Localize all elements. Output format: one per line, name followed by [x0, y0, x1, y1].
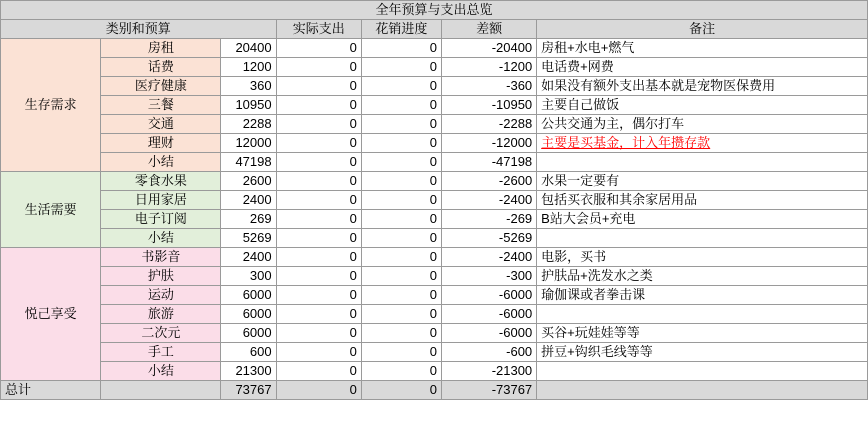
actual-value: 0 — [276, 286, 361, 305]
progress-value: 0 — [361, 172, 441, 191]
actual-value: 0 — [276, 324, 361, 343]
actual-value: 0 — [276, 210, 361, 229]
subtotal-actual: 0 — [276, 229, 361, 248]
diff-value: -6000 — [441, 286, 536, 305]
header-actual: 实际支出 — [276, 20, 361, 39]
progress-value: 0 — [361, 210, 441, 229]
subtotal-actual: 0 — [276, 362, 361, 381]
header-progress: 花销进度 — [361, 20, 441, 39]
header-row — [1, 20, 868, 39]
progress-value: 0 — [361, 134, 441, 153]
note-text: 房租+水电+燃气 — [537, 39, 868, 58]
table-row — [1, 210, 868, 229]
table-row — [1, 115, 868, 134]
budget-value: 2400 — [221, 191, 276, 210]
budget-value: 2288 — [221, 115, 276, 134]
budget-value: 20400 — [221, 39, 276, 58]
subtotal-note — [537, 362, 868, 381]
item-label: 电子订阅 — [101, 210, 221, 229]
progress-value: 0 — [361, 305, 441, 324]
grand-total-row — [1, 381, 868, 400]
budget-value: 6000 — [221, 286, 276, 305]
table-row — [1, 77, 868, 96]
table-row — [1, 324, 868, 343]
budget-value: 360 — [221, 77, 276, 96]
note-text: 护肤品+洗发水之类 — [537, 267, 868, 286]
diff-value: -6000 — [441, 305, 536, 324]
budget-value: 1200 — [221, 58, 276, 77]
header-diff: 差额 — [441, 20, 536, 39]
actual-value: 0 — [276, 39, 361, 58]
item-label: 旅游 — [101, 305, 221, 324]
progress-value: 0 — [361, 324, 441, 343]
item-label: 手工 — [101, 343, 221, 362]
item-label: 零食水果 — [101, 172, 221, 191]
progress-value: 0 — [361, 58, 441, 77]
subtotal-budget: 47198 — [221, 153, 276, 172]
progress-value: 0 — [361, 39, 441, 58]
budget-value: 12000 — [221, 134, 276, 153]
grand-total-budget: 73767 — [221, 381, 276, 400]
subtotal-note — [537, 229, 868, 248]
diff-value: -2400 — [441, 248, 536, 267]
progress-value: 0 — [361, 248, 441, 267]
subtotal-progress: 0 — [361, 229, 441, 248]
item-label: 话费 — [101, 58, 221, 77]
subtotal-diff: -21300 — [441, 362, 536, 381]
table-row — [1, 39, 868, 58]
item-label: 二次元 — [101, 324, 221, 343]
note-text: 瑜伽课或者拳击课 — [537, 286, 868, 305]
category-label: 生活需要 — [1, 172, 101, 248]
item-label: 运动 — [101, 286, 221, 305]
subtotal-label: 小结 — [101, 153, 221, 172]
header-category: 类别和预算 — [1, 20, 277, 39]
budget-value: 6000 — [221, 324, 276, 343]
actual-value: 0 — [276, 172, 361, 191]
subtotal-note — [537, 153, 868, 172]
actual-value: 0 — [276, 191, 361, 210]
note-text: 水果一定要有 — [537, 172, 868, 191]
table-row — [1, 172, 868, 191]
diff-value: -20400 — [441, 39, 536, 58]
item-label: 交通 — [101, 115, 221, 134]
progress-value: 0 — [361, 343, 441, 362]
subtotal-diff: -47198 — [441, 153, 536, 172]
subtotal-row — [1, 229, 868, 248]
diff-value: -360 — [441, 77, 536, 96]
grand-total-note — [537, 381, 868, 400]
grand-total-label: 总计 — [1, 381, 101, 400]
progress-value: 0 — [361, 286, 441, 305]
table-row — [1, 58, 868, 77]
table-row — [1, 267, 868, 286]
budget-value: 2600 — [221, 172, 276, 191]
item-label: 书影音 — [101, 248, 221, 267]
progress-value: 0 — [361, 191, 441, 210]
item-label: 日用家居 — [101, 191, 221, 210]
subtotal-progress: 0 — [361, 153, 441, 172]
subtotal-row — [1, 153, 868, 172]
subtotal-row — [1, 362, 868, 381]
note-text: 拼豆+钩织毛线等等 — [537, 343, 868, 362]
actual-value: 0 — [276, 267, 361, 286]
page-title: 全年预算与支出总览 — [1, 1, 868, 20]
budget-value: 2400 — [221, 248, 276, 267]
table-row — [1, 96, 868, 115]
item-label: 房租 — [101, 39, 221, 58]
progress-value: 0 — [361, 96, 441, 115]
budget-value: 600 — [221, 343, 276, 362]
diff-value: -6000 — [441, 324, 536, 343]
note-text: 电影，买书 — [537, 248, 868, 267]
grand-total-actual: 0 — [276, 381, 361, 400]
actual-value: 0 — [276, 115, 361, 134]
note-text: 如果没有额外支出基本就是宠物医保费用 — [537, 77, 868, 96]
grand-total-progress: 0 — [361, 381, 441, 400]
diff-value: -1200 — [441, 58, 536, 77]
note-text: 电话费+网费 — [537, 58, 868, 77]
subtotal-budget: 21300 — [221, 362, 276, 381]
diff-value: -300 — [441, 267, 536, 286]
item-label: 三餐 — [101, 96, 221, 115]
progress-value: 0 — [361, 267, 441, 286]
item-label: 理财 — [101, 134, 221, 153]
note-text: 买谷+玩娃娃等等 — [537, 324, 868, 343]
table-row — [1, 343, 868, 362]
budget-value: 10950 — [221, 96, 276, 115]
diff-value: -12000 — [441, 134, 536, 153]
subtotal-budget: 5269 — [221, 229, 276, 248]
subtotal-label: 小结 — [101, 362, 221, 381]
note-text: 主要是买基金，计入年攒存款 — [537, 134, 868, 153]
category-label: 悦己享受 — [1, 248, 101, 381]
sheet-title-row — [1, 1, 868, 20]
note-text: B站大会员+充电 — [537, 210, 868, 229]
subtotal-diff: -5269 — [441, 229, 536, 248]
diff-value: -600 — [441, 343, 536, 362]
diff-value: -269 — [441, 210, 536, 229]
note-text — [537, 305, 868, 324]
progress-value: 0 — [361, 77, 441, 96]
header-note: 备注 — [537, 20, 868, 39]
grand-total-item — [101, 381, 221, 400]
table-row — [1, 191, 868, 210]
actual-value: 0 — [276, 305, 361, 324]
progress-value: 0 — [361, 115, 441, 134]
budget-value: 300 — [221, 267, 276, 286]
budget-value: 6000 — [221, 305, 276, 324]
diff-value: -10950 — [441, 96, 536, 115]
diff-value: -2400 — [441, 191, 536, 210]
table-row — [1, 248, 868, 267]
item-label: 医疗健康 — [101, 77, 221, 96]
actual-value: 0 — [276, 58, 361, 77]
diff-value: -2288 — [441, 115, 536, 134]
subtotal-progress: 0 — [361, 362, 441, 381]
note-text: 主要自己做饭 — [537, 96, 868, 115]
subtotal-actual: 0 — [276, 153, 361, 172]
table-row — [1, 134, 868, 153]
actual-value: 0 — [276, 77, 361, 96]
note-text: 包括买衣服和其余家居用品 — [537, 191, 868, 210]
table-row — [1, 305, 868, 324]
note-text: 公共交通为主，偶尔打车 — [537, 115, 868, 134]
actual-value: 0 — [276, 134, 361, 153]
category-label: 生存需求 — [1, 39, 101, 172]
item-label: 护肤 — [101, 267, 221, 286]
budget-value: 269 — [221, 210, 276, 229]
subtotal-label: 小结 — [101, 229, 221, 248]
actual-value: 0 — [276, 343, 361, 362]
diff-value: -2600 — [441, 172, 536, 191]
actual-value: 0 — [276, 248, 361, 267]
grand-total-diff: -73767 — [441, 381, 536, 400]
table-row — [1, 286, 868, 305]
actual-value: 0 — [276, 96, 361, 115]
